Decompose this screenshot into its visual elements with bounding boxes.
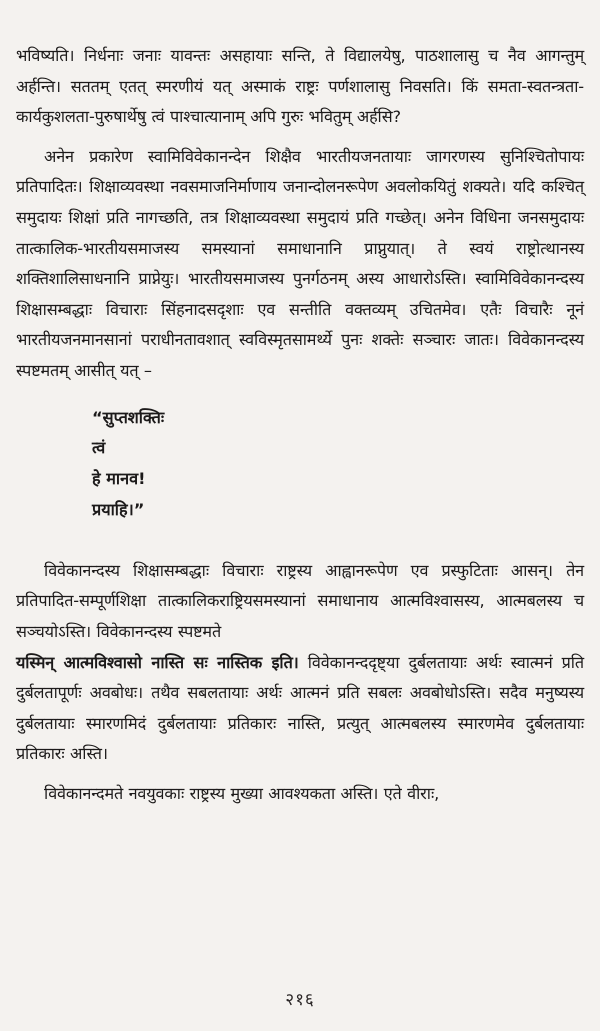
bold-quotation: यस्मिन् आत्मविश्वासो नास्ति सः नास्तिक इति। [16, 652, 299, 672]
paragraph-1: भविष्यति। निर्धनाः जनाः यावन्तः असहायाः सन्ति, ते विद्यालयेषु, पाठशालासु च नैव आगन्तुम् अर्हन्ति। सततम् एतत् स्मरणीयं यत् अस्माकं राष्ट्रः पर्णशालासु निवसति। किं समता-स्वतन्त्रता-कार्यकुशलता-पुरुषार्थेषु त्वं पाश्चात्यानाम् अपि गुरुः भवितुम् अर्हसि? [16, 46, 584, 127]
quote-line: “सुप्तशक्तिः [92, 407, 165, 427]
page-number: २१६ [285, 990, 315, 1010]
paragraph-3-text-start: विवेकानन्दस्य शिक्षासम्बद्धाः विचाराः राष्ट्रस्य आह्वानरूपेण एव प्रस्फुटिताः आसन्। तेन प्रतिपादित-सम्पूर्णशिक्षा तात्कालिकराष्ट्रियसमस्यानां समाधानाय आत्मविश्वासस्य, आत्मबलस्य च सञ्चयोऽस्ति। विवेकानन्दस्य स्पष्टमते [16, 560, 584, 641]
paragraph-3-text-end: विवेकानन्ददृष्ट्या दुर्बलतायाः अर्थः स्वात्मनं प्रति दुर्बलतापूर्णः अवबोधः। तथैव सबलतायाः अर्थः आत्मनं प्रति सबलः अवबोधोऽस्ति। सदैव मनुष्यस्य दुर्बलतायाः स्मारणमिदं दुर्बलतायाः प्रतिकारः नास्ति, प्रत्युत् आत्मबलस्य स्मारणमेव दुर्बलतायाः प्रतिकारः अस्ति। [16, 652, 584, 764]
paragraph-2: अनेन प्रकारेण स्वामिविवेकानन्देन शिक्षैव भारतीयजनतायाः जागरणस्य सुनिश्चितोपायः प्रतिपादितः। शिक्षाव्यवस्था नवसमाजनिर्माणाय जनान्दोलनरूपेण अवलोकयितुं शक्यते। यदि कश्चित् समुदायः शिक्षां प्रति नागच्छति, तत्र शिक्षाव्यवस्था समुदायं प्रति गच्छेत्। अनेन विधिना जनसमुदायः तात्कालिक-भारतीयसमाजस्य समस्यानां समाधानानि प्राप्नुयात्। ते स्वयं राष्ट्रोत्थानस्य शक्तिशालिसाधनानि प्राप्नेयुः। भारतीयसमाजस्य पुनर्गठनम् अस्य आधारोऽस्ति। स्वामिविवेकानन्दस्य शिक्षासम्बद्धाः विचाराः सिंहनादसदृशाः एव सन्तीति वक्तव्यम् उचितमेव। एतैः विचारैः नूनं भारतीयजनमानसानां पराधीनतावशात् स्वविस्मृतसामर्थ्ये पुनः शक्तेः सञ्चारः जातः। विवेकानन्दस्य स्पष्टमतम् आसीत् यत् – [16, 146, 584, 380]
quote-line: हे मानव! [92, 469, 146, 489]
paragraph-4: विवेकानन्दमते नवयुवकाः राष्ट्रस्य मुख्या आवश्यकता अस्ति। एते वीराः, [44, 783, 440, 803]
quotation-block [92, 403, 584, 526]
quote-line: त्वं [92, 438, 106, 458]
paragraph-3 [16, 556, 584, 770]
quote-line: प्रयाहि।” [92, 499, 145, 519]
